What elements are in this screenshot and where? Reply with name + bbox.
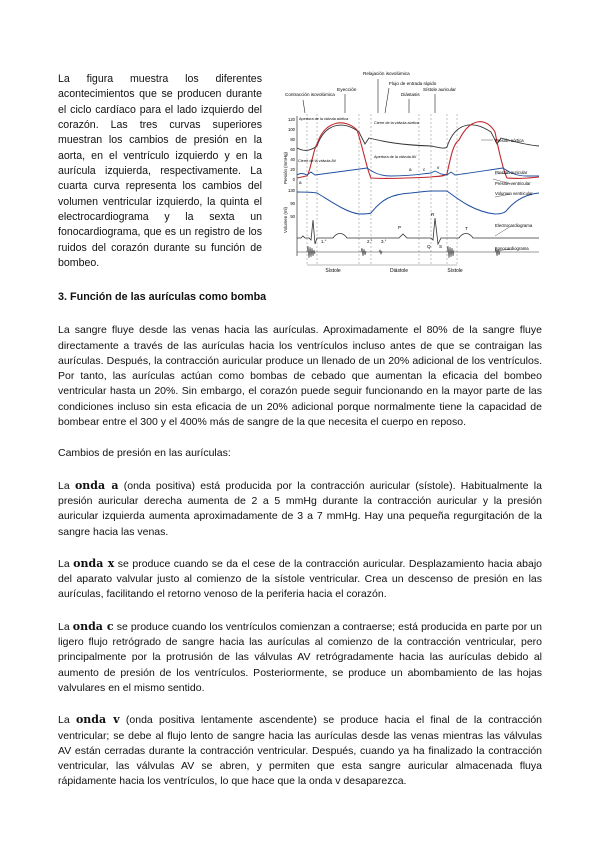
label-diastole: Diástole: [389, 268, 409, 274]
volume-tick: 130: [288, 188, 295, 193]
pressure-tick: 100: [288, 127, 295, 132]
wave-c-label: c: [423, 167, 426, 172]
label-sistole-auricular: Sístole auricular: [423, 87, 456, 92]
onda-x-term: onda x: [73, 556, 115, 570]
heart-sound-2: 2.°: [367, 239, 373, 244]
label-electrocardiograma: Electrocardiograma: [495, 223, 533, 228]
annotation-apertura-aortica: [299, 117, 349, 121]
ecg-t-label: T: [465, 226, 468, 231]
label-presion-auricular: Presión auricular: [495, 170, 528, 175]
label-sistole: Sístole: [325, 268, 341, 274]
ecg-q-label: Q: [427, 244, 431, 249]
paragraph-onda-v: [58, 712, 542, 789]
paragraph-onda-x: [58, 556, 542, 603]
onda-c-term: onda c: [72, 619, 114, 633]
intro-paragraph: La figura muestra los diferentes acontecimientos que se producen durante el ciclo cardíaco para el lado izquierdo del corazón. Las tres curvas superiores muestran los cambios de presión en la aorta, en el ventrículo izquierdo y en la aurícula izquierda, respectivamente. La cuarta curva representa los cambios del volumen ventricular izquierdo, la quinta el electrocardiograma y la sexta un fonocardiograma, que es un registro de los ruidos del corazón durante su función de bombeo.: [58, 73, 262, 270]
label-fonocardiograma: Fonocardiograma: [495, 246, 529, 251]
onda-c-text: se produce cuando los ventrículos comienzan a contraerse; está producida en parte por un ligero flujo retrógrado de sangre hacia las aurículas al comienzo de la contracción ventricular, pero principalmente por la protrusión de las válvulas AV retrógradamente hacia las aurículas debido al aumento de presión de los ventrículos. Posteriormente, se produce un abombamiento de las hojas valvulares en el mismo sentido.: [58, 620, 542, 694]
onda-x-prefix: La: [58, 557, 74, 570]
label-sistole-2: Sístole: [447, 268, 463, 274]
label-volumen-ventricular: Volumen ventricular: [495, 191, 533, 196]
label-eyeccion: Eyección: [337, 88, 357, 93]
pressure-tick: 20: [290, 167, 295, 172]
onda-x-text: se produce cuando se da el cese de la contracción auricular. Desplazamiento hacia abajo del aparato valvular justo al comienzo de la sístole ventricular. Crea un descenso de presión en las aurículas, facilitando el retorno venoso de la periferia hacia el corazón.: [58, 557, 542, 601]
pressure-tick: 60: [290, 147, 295, 152]
paragraph-onda-a: [58, 478, 542, 540]
pressure-tick: 40: [290, 157, 295, 162]
pressure-tick: 120: [288, 117, 295, 122]
volume-axis-label: Volumen (ml): [283, 207, 288, 233]
section-heading: 3. Función de las aurículas como bomba: [58, 291, 267, 303]
pressure-tick: 80: [290, 137, 295, 142]
paragraph-pressure-changes-intro: Cambios de presión en las aurículas:: [58, 447, 231, 460]
annotation-apertura-av: Apertura de la válvula AV: [374, 155, 417, 159]
annotation-line: Apertura de la válvula aórtica: [299, 117, 349, 121]
label-presion-aortica: Presión aórtica: [495, 138, 524, 143]
volume-tick: 90: [290, 201, 295, 206]
wave-a-label-2: a: [409, 167, 412, 172]
ecg-r-label: R: [431, 212, 435, 217]
onda-a-prefix: La: [58, 479, 75, 492]
onda-a-term: onda a: [74, 478, 119, 492]
label-flujo-entrada: Flujo de entrada rápido: [389, 81, 437, 86]
pressure-tick: 0: [292, 177, 295, 182]
ecg-p-label: P: [398, 225, 402, 230]
paragraph-atrial-function: La sangre fluye desde las venas hacia las aurículas. Aproximadamente el 80% de la sangre fluye directamente a través de las aurículas hacia los ventrículos incluso antes de que se contraigan las aurículas. Después, la contracción auricular produce un llenado de un 20% adicional de los ventrículos. Por tanto, las aurículas actúan como bombas de cebado que aumentan la eficacia del bombeo ventricular hasta un 20%. Sin embargo, el corazón puede seguir funcionando en la mayor parte de las condiciones incluso sin esta eficacia de un 20% adicional porque normalmente tiene la capacidad de bombear entre el 300 y el 400% más de sangre de la que necesita el cuerpo en reposo.: [58, 324, 542, 429]
ecg-s-label: S: [439, 244, 443, 249]
label-relajacion-isovolumica: Relajación isovolúmica: [363, 71, 410, 76]
label-diastasis: Diástasis: [401, 92, 420, 97]
wave-v-label: v: [437, 165, 440, 170]
onda-v-prefix: La: [58, 714, 76, 727]
cardiac-cycle-diagram: [281, 60, 543, 275]
pressure-axis-label: Presión (mmHg): [283, 152, 288, 184]
cardiac-cycle-figure: [281, 60, 543, 275]
section-body: [58, 290, 542, 806]
annotation-cierre-av: Cierre de la válvula AV: [298, 159, 337, 163]
wave-a-label: a: [299, 180, 302, 185]
onda-a-text: (onda positiva) está producida por la contracción auricular (sístole). Habitualmente la presión auricular derecha aumenta de 2 a 5 mmHg durante la contracción auricular y la presión auricular izquierda aumenta aproximadamente de 3 a 7 mmHg. Hay una pequeña regurgitación de la sangre hacia las venas.: [58, 479, 542, 538]
annotation-cierre-aortica: Cierre de la válvula aórtica: [374, 121, 419, 125]
heart-sound-1: 1.°: [321, 239, 327, 244]
label-presion-ventricular: Presión ventricular: [495, 181, 531, 186]
heart-sound-3: 3.°: [381, 239, 387, 244]
onda-v-term: onda v: [75, 713, 120, 727]
paragraph-onda-c: [58, 619, 542, 696]
label-contraccion-isovolumica: Contracción isovolúmica: [285, 92, 335, 97]
onda-v-text: (onda positiva lentamente ascendente) se produce hacia el final de la contracción ventricular; se debe al flujo lento de sangre hacia las aurículas desde las venas mientras las válvulas AV están cerradas durante la contracción ventricular. Después, cuando ya ha finalizado la contracción ventricular, las válvulas AV se abren, y permiten que esta sangre auricular almacenada fluya rápidamente hacia los ventrículos, lo que hace que la onda v desaparezca.: [58, 714, 542, 788]
volume-tick: 50: [290, 214, 295, 219]
onda-c-prefix: La: [58, 620, 73, 633]
